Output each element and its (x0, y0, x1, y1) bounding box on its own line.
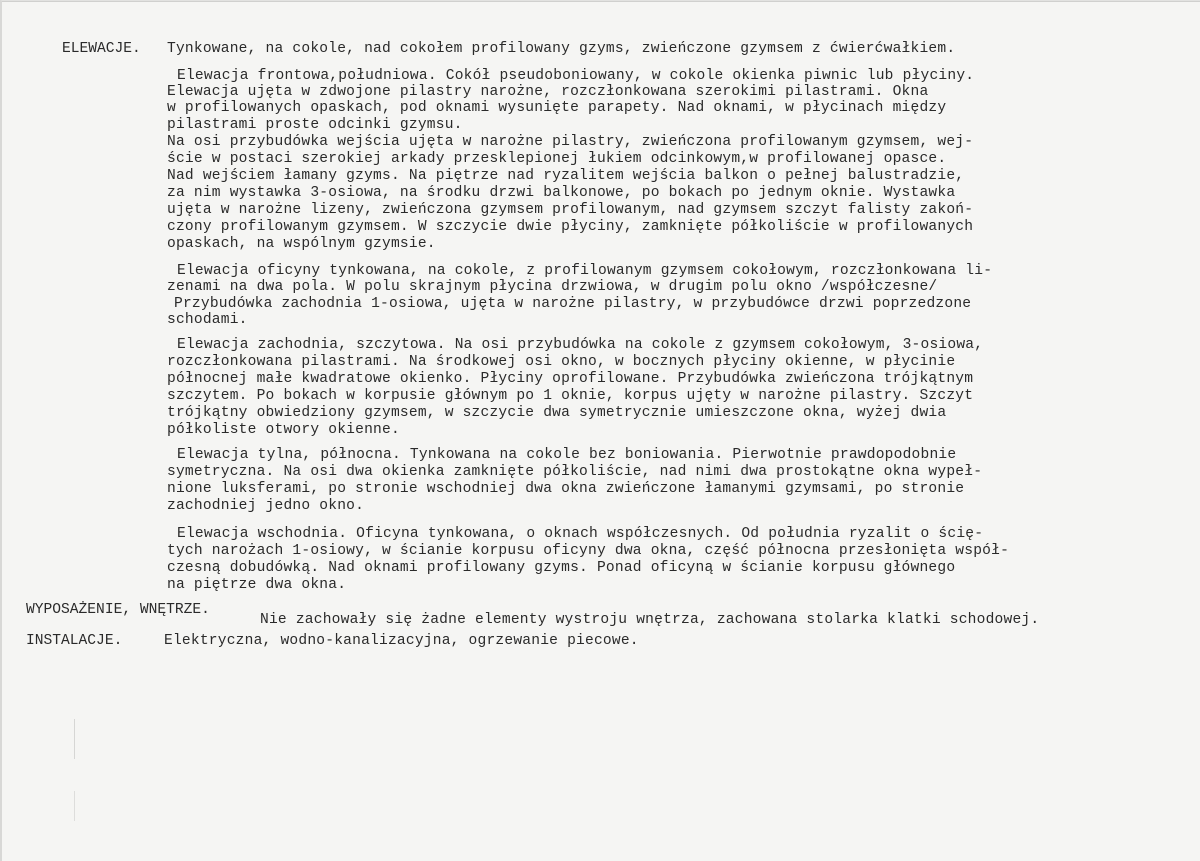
text-line: w profilowanych opaskach, pod oknami wysunięte parapety. Nad oknami, w płycinach między (167, 100, 947, 116)
scan-mark (74, 791, 75, 821)
text-line: północnej małe kwadratowe okienko. Płyciny oprofilowane. Przybudówka zwieńczona trójkątnym (167, 371, 974, 387)
instalacje-text: Elektryczna, wodno-kanalizacyjna, ogrzewanie piecowe. (164, 633, 639, 649)
text-line: Elewacja wschodnia. Oficyna tynkowana, o oknach współczesnych. Od południa ryzalit o ścię- (177, 526, 984, 542)
page-edge (2, 1, 1200, 2)
text-line: za nim wystawka 3-osiowa, na środku drzwi balkonowe, po bokach po jednym oknie. Wystawka (167, 185, 956, 201)
text-line: Na osi przybudówka wejścia ujęta w narożne pilastry, zwieńczona profilowanym gzymsem, wej- (167, 134, 974, 150)
text-line: Elewacja zachodnia, szczytowa. Na osi przybudówka na cokole z gzymsem cokołowym, 3-osiowa, (177, 337, 984, 353)
text-line: Nad wejściem łamany gzyms. Na piętrze nad ryzalitem wejścia balkon o pełnej balustradzie, (167, 168, 965, 184)
text-line: opaskach, na wspólnym gzymsie. (167, 236, 436, 252)
text-line: na piętrze dwa okna. (167, 577, 347, 593)
text-line: Elewacja ujęta w zdwojone pilastry narożne, rozczłonkowana szerokimi pilastrami. Okna (167, 84, 929, 100)
elewacje-intro: Tynkowane, na cokole, nad cokołem profilowany gzyms, zwieńczone gzymsem z ćwierćwałkiem. (167, 41, 956, 57)
text-line: Elewacja oficyny tynkowana, na cokole, z profilowanym gzymsem cokołowym, rozczłonkowana li- (177, 263, 993, 279)
text-line: Przybudówka zachodnia 1-osiowa, ujęta w narożne pilastry, w przybudówce drzwi poprzedzone (174, 296, 972, 312)
text-line: czesną dobudówką. Nad oknami profilowany gzyms. Ponad oficyną w ścianie korpusu głównego (167, 560, 956, 576)
section-label-instalacje: INSTALACJE. (26, 633, 123, 649)
text-line: czony profilowanym gzymsem. W szczycie dwie płyciny, zamknięte półkoliście w profilowanych (167, 219, 974, 235)
text-line: symetryczna. Na osi dwa okienka zamknięte półkoliście, nad nimi dwa prostokątne okna wypeł- (167, 464, 983, 480)
wyposazenie-text: Nie zachowały się żadne elementy wystroju wnętrza, zachowana stolarka klatki schodowej. (260, 612, 1040, 628)
text-line: ujęta w narożne lizeny, zwieńczona gzymsem profilowanym, nad gzymsem szczyt falisty zakoń- (167, 202, 974, 218)
section-label-wyposazenie: WYPOSAŻENIE, WNĘTRZE. (26, 602, 210, 618)
text-line: trójkątny obwiedziony gzymsem, w szczycie dwa symetrycznie umieszczone okna, wyżej dwia (167, 405, 947, 421)
text-line: zachodniej jedno okno. (167, 498, 365, 514)
text-line: nione luksferami, po stronie wschodniej dwa okna zwieńczone łamanymi gzymsami, po stronie (167, 481, 965, 497)
text-line: pilastrami proste odcinki gzymsu. (167, 117, 463, 133)
text-line: ście w postaci szerokiej arkady przesklepionej łukiem odcinkowym,w profilowanej opasce. (167, 151, 947, 167)
text-line: półkoliste otwory okienne. (167, 422, 400, 438)
scan-mark (74, 719, 75, 759)
text-line: rozczłonkowana pilastrami. Na środkowej osi okno, w bocznych płyciny okienne, w płycinie (167, 354, 956, 370)
text-line: schodami. (167, 312, 248, 328)
text-line: tych narożach 1-osiowy, w ścianie korpusu oficyny dwa okna, część północna przesłonięta współ- (167, 543, 1010, 559)
text-line: Elewacja frontowa,południowa. Cokół pseudoboniowany, w cokole okienka piwnic lub płyciny. (177, 68, 975, 84)
section-label-elewacje: ELEWACJE. (62, 41, 141, 57)
text-line: zenami na dwa pola. W polu skrajnym płycina drzwiowa, w drugim polu okno /współczesne/ (167, 279, 938, 295)
text-line: szczytem. Po bokach w korpusie głównym po 1 oknie, korpus ujęty w narożne pilastry. Szczyt (167, 388, 974, 404)
text-line: Elewacja tylna, północna. Tynkowana na cokole bez boniowania. Pierwotnie prawdopodobnie (177, 447, 957, 463)
